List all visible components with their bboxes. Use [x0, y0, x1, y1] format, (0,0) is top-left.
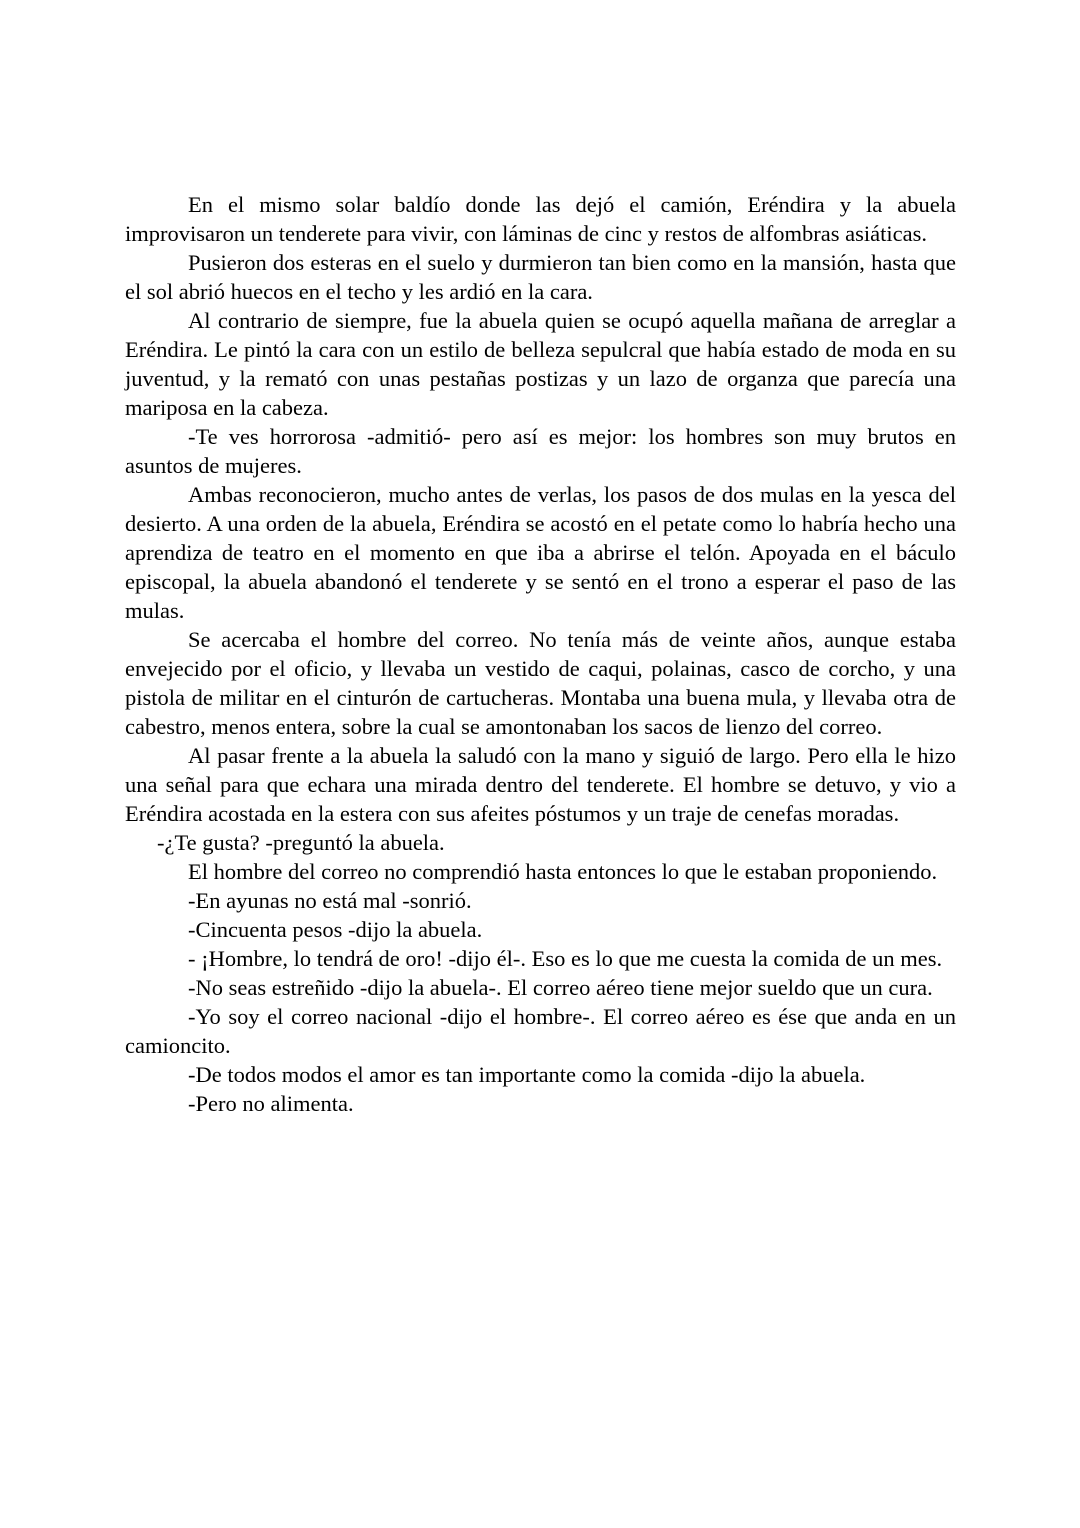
- paragraph: El hombre del correo no comprendió hasta entonces lo que le estaban proponiendo.: [188, 859, 938, 884]
- dialogue-line: -Cincuenta pesos -dijo la abuela.: [188, 917, 483, 942]
- dialogue-line: -No seas estreñido -dijo la abuela-. El correo aéreo tiene mejor sueldo que un cura.: [188, 975, 933, 1000]
- dialogue-line: -Pero no alimenta.: [188, 1091, 354, 1116]
- paragraph: -Te ves horrorosa -admitió- pero así es mejor: los hombres son muy brutos en asuntos de mujeres.: [125, 424, 956, 478]
- paragraph: Al pasar frente a la abuela la saludó con la mano y siguió de largo. Pero ella le hizo una señal para que echara una mirada dentro del tenderete. El hombre se detuvo, y vio a Eréndira acostada en la estera con sus afeites póstumos y un traje de cenefas moradas.: [125, 743, 956, 826]
- dialogue-line: -Yo soy el correo nacional -dijo el hombre-. El correo aéreo es ése que anda en un camioncito.: [125, 1004, 956, 1058]
- dialogue-line: -De todos modos el amor es tan importante como la comida -dijo la abuela.: [188, 1062, 866, 1087]
- paragraph: Pusieron dos esteras en el suelo y durmieron tan bien como en la mansión, hasta que el sol abrió huecos en el techo y les ardió en la cara.: [125, 250, 956, 304]
- dialogue-line: -En ayunas no está mal -sonrió.: [188, 888, 472, 913]
- paragraph: Se acercaba el hombre del correo. No tenía más de veinte años, aunque estaba envejecido por el oficio, y llevaba un vestido de caqui, polainas, casco de corcho, y una pistola de militar en el cinturón de cartucheras. Montaba una buena mula, y llevaba otra de cabestro, menos entera, sobre la cual se amontonaban los sacos de lienzo del correo.: [125, 627, 956, 739]
- paragraph: Ambas reconocieron, mucho antes de verlas, los pasos de dos mulas en la yesca del desierto. A una orden de la abuela, Eréndira se acostó en el petate como lo habría hecho una aprendiza de teatro en el momento en que iba a abrirse el telón. Apoyada en el báculo episcopal, la abuela abandonó el tenderete y se sentó en el trono a esperar el paso de las mulas.: [125, 482, 956, 623]
- dialogue-line: -¿Te gusta? -preguntó la abuela.: [157, 830, 445, 855]
- paragraph: En el mismo solar baldío donde las dejó el camión, Eréndira y la abuela improvisaron un tenderete para vivir, con láminas de cinc y restos de alfombras asiáticas.: [125, 192, 956, 246]
- paragraph: Al contrario de siempre, fue la abuela quien se ocupó aquella mañana de arreglar a Eréndira. Le pintó la cara con un estilo de belleza sepulcral que había estado de moda en su juventud, y la remató con unas pestañas postizas y un lazo de organza que parecía una mariposa en la cabeza.: [125, 308, 956, 420]
- dialogue-line: - ¡Hombre, lo tendrá de oro! -dijo él-. Eso es lo que me cuesta la comida de un mes.: [188, 946, 943, 971]
- body-text: [125, 190, 956, 1118]
